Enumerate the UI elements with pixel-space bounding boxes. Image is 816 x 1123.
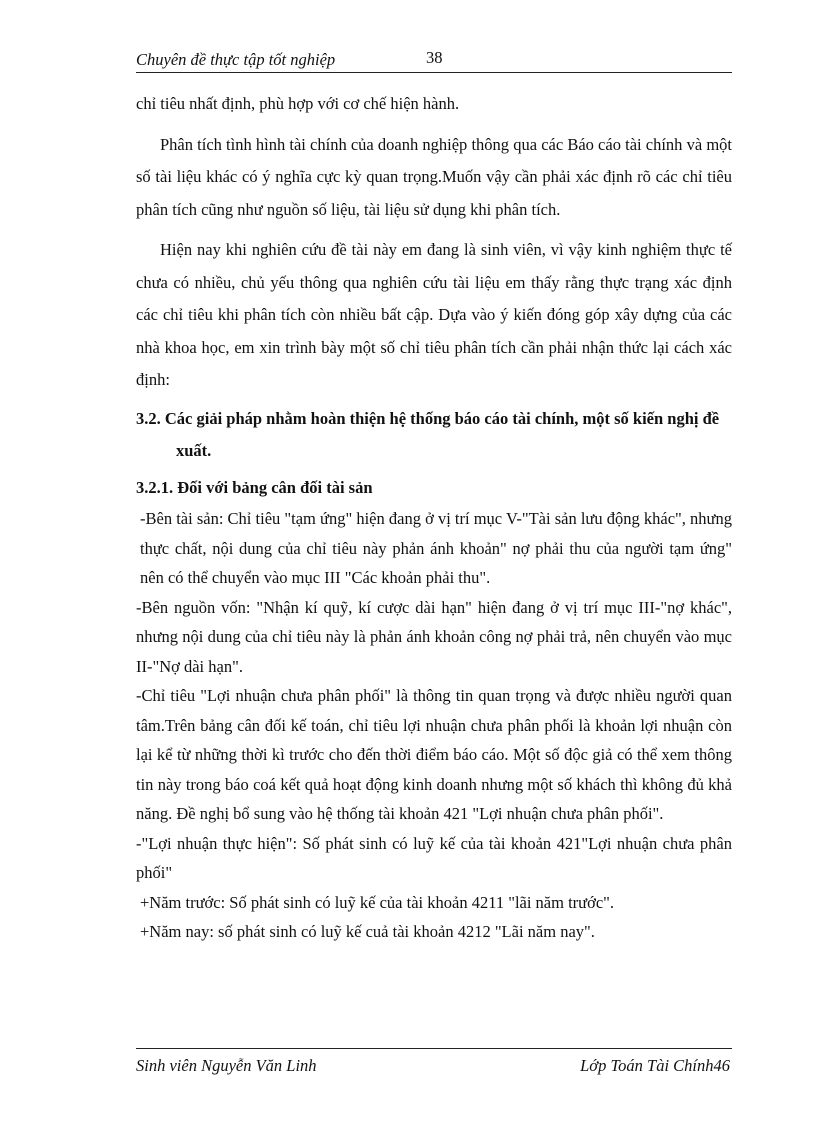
page-number: 38 bbox=[426, 48, 443, 67]
list-item-undistributed-profit: -Chỉ tiêu "Lợi nhuận chưa phân phối" là thông tin quan trọng và được nhiều người quan tâm.Trên bảng cân đối kế toán, chỉ tiêu lợi nhuận chưa phân phối là khoản lợi nhuận còn lại kể từ những thời kì trước cho đến thời điểm báo cáo. Một số độc giả có thể xem thông tin này trong báo coá kết quả hoạt động kinh doanh nhưng một số khách thì không đủ khả năng. Đề nghị bổ sung vào hệ thống tài khoản 421 "Lợi nhuận chưa phân phối". bbox=[136, 686, 732, 823]
page-footer bbox=[136, 1048, 732, 1079]
header-title: Chuyên đề thực tập tốt nghiệp bbox=[136, 50, 336, 69]
footer-student-name: Sinh viên Nguyễn Văn Linh bbox=[136, 1056, 317, 1075]
list-item-assets: -Bên tài sản: Chỉ tiêu "tạm ứng" hiện đang ở vị trí mục V-"Tài sản lưu động khác", nhưng thực chất, nội dung của chỉ tiêu này phản ánh khoản" nợ phải thu của người tạm ứng" nên có thể chuyển vào mục III "Các khoản phải thu". bbox=[140, 509, 732, 587]
subsection-heading-3-2-1: 3.2.1. Đối với bảng cân đối tài sản bbox=[136, 477, 373, 497]
paragraph-research-context: Hiện nay khi nghiên cứu đề tài này em đang là sinh viên, vì vậy kinh nghiệm thực tế chưa có nhiều, chủ yếu thông qua nghiên cứu tài liệu em thấy rằng thực trạng xác định các chỉ tiêu khi phân tích còn nhiều bất cập. Dựa vào ý kiến đóng góp xây dựng của các nhà khoa học, em xin trình bày một số chỉ tiêu phân tích cần phải nhận thức lại cách xác định: bbox=[136, 240, 732, 389]
list-item-previous-year: +Năm trước: Số phát sinh có luỹ kế của tài khoản 4211 "lãi năm trước". bbox=[140, 892, 615, 912]
page-header bbox=[136, 48, 732, 73]
section-heading-3-2: 3.2. Các giải pháp nhằm hoàn thiện hệ thống báo cáo tài chính, một số kiến nghị đề xuất. bbox=[136, 408, 720, 460]
paragraph-continued: chỉ tiêu nhất định, phù hợp với cơ chế hiện hành. bbox=[136, 94, 460, 113]
footer-class-name: Lớp Toán Tài Chính46 bbox=[580, 1056, 730, 1075]
paragraph-financial-analysis: Phân tích tình hình tài chính của doanh nghiệp thông qua các Báo cáo tài chính và một số tài liệu khác có ý nghĩa cực kỳ quan trọng.Muốn vậy cần phải xác định rõ các chỉ tiêu phân tích cũng như nguồn số liệu, tài liệu sử dụng khi phân tích. bbox=[136, 134, 732, 219]
list-item-realized-profit: -"Lợi nhuận thực hiện": Số phát sinh có luỹ kế của tài khoản 421"Lợi nhuận chưa phân phối" bbox=[136, 833, 732, 882]
list-item-current-year: +Năm nay: số phát sinh có luỹ kế cuả tài khoản 4212 "Lãi năm nay". bbox=[140, 922, 595, 941]
body-text bbox=[136, 88, 732, 947]
list-item-capital-sources: -Bên nguồn vốn: "Nhận kí quỹ, kí cược dài hạn" hiện đang ở vị trí mục III-"nợ khác", nhưng nội dung của chỉ tiêu này là phản ánh khoản công nợ phải trả, nên chuyển vào mục II-"Nợ dài hạn". bbox=[136, 597, 732, 676]
